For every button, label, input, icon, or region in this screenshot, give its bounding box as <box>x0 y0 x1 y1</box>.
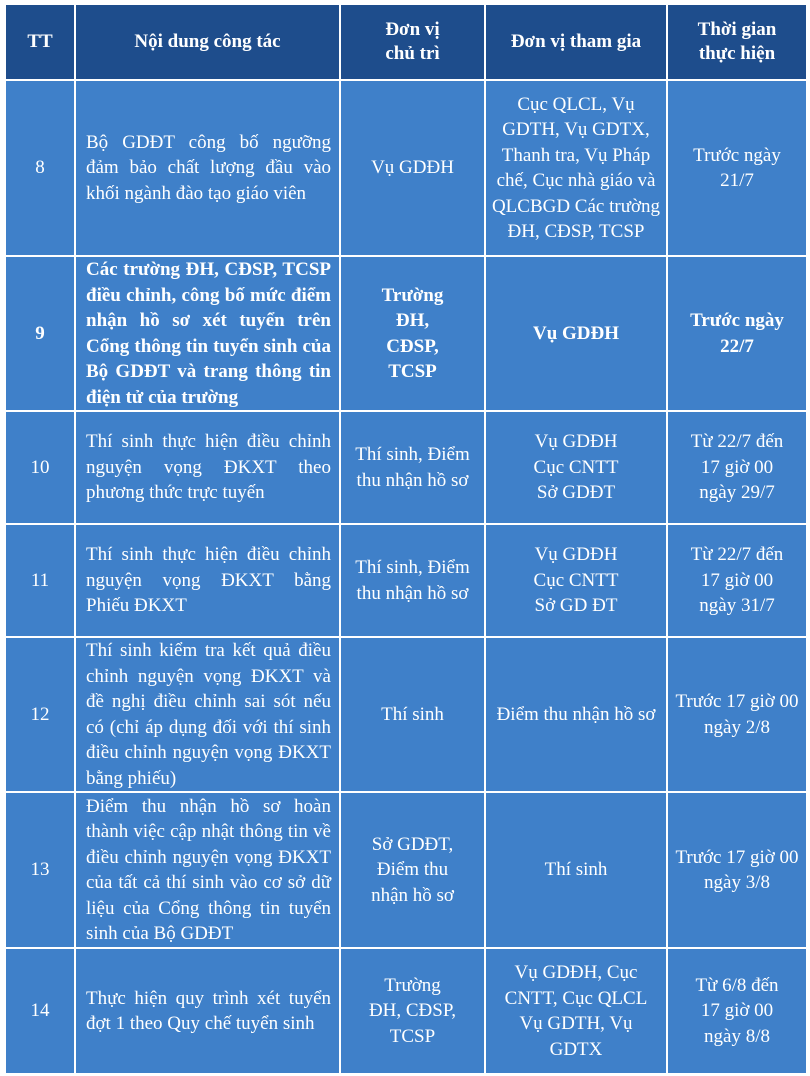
row-content: Thí sinh thực hiện điều chỉnh nguyện vọng ĐKXT bằng Phiếu ĐKXT <box>75 524 340 637</box>
table-row <box>5 792 807 948</box>
row-content: Thí sinh thực hiện điều chỉnh nguyện vọng ĐKXT theo phương thức trực tuyến <box>75 411 340 524</box>
row-content: Thực hiện quy trình xét tuyển đợt 1 theo Quy chế tuyển sinh <box>75 948 340 1074</box>
row-lead: Thí sinh <box>340 637 485 792</box>
row-content: Thí sinh kiểm tra kết quả điều chỉnh nguyện vọng ĐKXT và đề nghị điều chỉnh sai sót nếu có (chỉ áp dụng đối với thí sinh điều chỉnh nguyện vọng ĐKXT bằng phiếu) <box>75 637 340 792</box>
table-row <box>5 524 807 637</box>
row-tt: 9 <box>5 256 75 411</box>
row-time <box>667 524 807 637</box>
row-tt: 11 <box>5 524 75 637</box>
row-time <box>667 80 807 256</box>
row-tt: 8 <box>5 80 75 256</box>
row-lead <box>340 792 485 948</box>
row-lead-text: Sở GDĐT, Điểm thu nhận hồ sơ <box>371 833 454 906</box>
row-participants-text: Vụ GDĐH Cục CNTT Sở GDĐT <box>533 431 619 504</box>
row-participants: Điểm thu nhận hồ sơ <box>485 637 667 792</box>
row-time-text: Từ 6/8 đến 17 giờ 00 ngày 8/8 <box>695 974 779 1047</box>
header-participants: Đơn vị tham gia <box>485 4 667 80</box>
table-row <box>5 637 807 792</box>
row-tt: 10 <box>5 411 75 524</box>
header-time-text: Thời gian thực hiện <box>697 19 777 64</box>
row-participants-text: Vụ GDĐH Cục CNTT Sở GD ĐT <box>533 544 619 617</box>
row-time-text: Trước ngày 22/7 <box>690 310 784 357</box>
row-lead-text: Trường ĐH, CĐSP, TCSP <box>381 284 444 382</box>
row-participants <box>485 948 667 1074</box>
header-lead-text: Đơn vị chủ trì <box>385 19 440 64</box>
header-time <box>667 4 807 80</box>
row-participants <box>485 411 667 524</box>
table-row <box>5 948 807 1074</box>
row-participants: Thí sinh <box>485 792 667 948</box>
table-row <box>5 80 807 256</box>
row-time-text: Từ 22/7 đến 17 giờ 00 ngày 29/7 <box>690 431 784 504</box>
row-lead: Thí sinh, Điểm thu nhận hồ sơ <box>340 411 485 524</box>
row-lead <box>340 256 485 411</box>
header-row <box>5 4 807 80</box>
row-time-text: Trước ngày 21/7 <box>693 144 781 191</box>
row-time <box>667 948 807 1074</box>
header-tt: TT <box>5 4 75 80</box>
row-lead-text: Trường ĐH, CĐSP, TCSP <box>368 974 457 1047</box>
schedule-table <box>4 3 808 1075</box>
row-tt: 13 <box>5 792 75 948</box>
header-lead <box>340 4 485 80</box>
row-lead: Thí sinh, Điểm thu nhận hồ sơ <box>340 524 485 637</box>
header-content: Nội dung công tác <box>75 4 340 80</box>
row-time-text: Từ 22/7 đến 17 giờ 00 ngày 31/7 <box>690 544 784 617</box>
row-tt: 12 <box>5 637 75 792</box>
row-participants <box>485 524 667 637</box>
row-time <box>667 411 807 524</box>
row-time <box>667 256 807 411</box>
row-content: Điểm thu nhận hồ sơ hoàn thành việc cập nhật thông tin về điều chỉnh nguyện vọng ĐKXT của tất cả thí sinh vào cơ sở dữ liệu của Cổng thông tin tuyển sinh của Bộ GDĐT <box>75 792 340 948</box>
row-lead <box>340 948 485 1074</box>
row-tt: 14 <box>5 948 75 1074</box>
row-time: Trước 17 giờ 00 ngày 3/8 <box>667 792 807 948</box>
row-content: Các trường ĐH, CĐSP, TCSP điều chỉnh, công bố mức điểm nhận hồ sơ xét tuyển trên Cổng thông tin tuyển sinh của Bộ GDĐT và trang thông tin điện tử của trường <box>75 256 340 411</box>
schedule-table-container <box>4 3 806 1073</box>
table-row <box>5 411 807 524</box>
row-participants: Vụ GDĐH <box>485 256 667 411</box>
row-participants-text: Vụ GDĐH, Cục CNTT, Cục QLCL Vụ GDTH, Vụ GDTX <box>504 962 648 1060</box>
row-content: Bộ GDĐT công bố ngưỡng đảm bảo chất lượng đầu vào khối ngành đào tạo giáo viên <box>75 80 340 256</box>
row-lead: Vụ GDĐH <box>340 80 485 256</box>
row-participants: Cục QLCL, Vụ GDTH, Vụ GDTX, Thanh tra, Vụ Pháp chế, Cục nhà giáo và QLCBGD Các trường ĐH, CĐSP, TCSP <box>485 80 667 256</box>
row-time: Trước 17 giờ 00 ngày 2/8 <box>667 637 807 792</box>
table-row <box>5 256 807 411</box>
